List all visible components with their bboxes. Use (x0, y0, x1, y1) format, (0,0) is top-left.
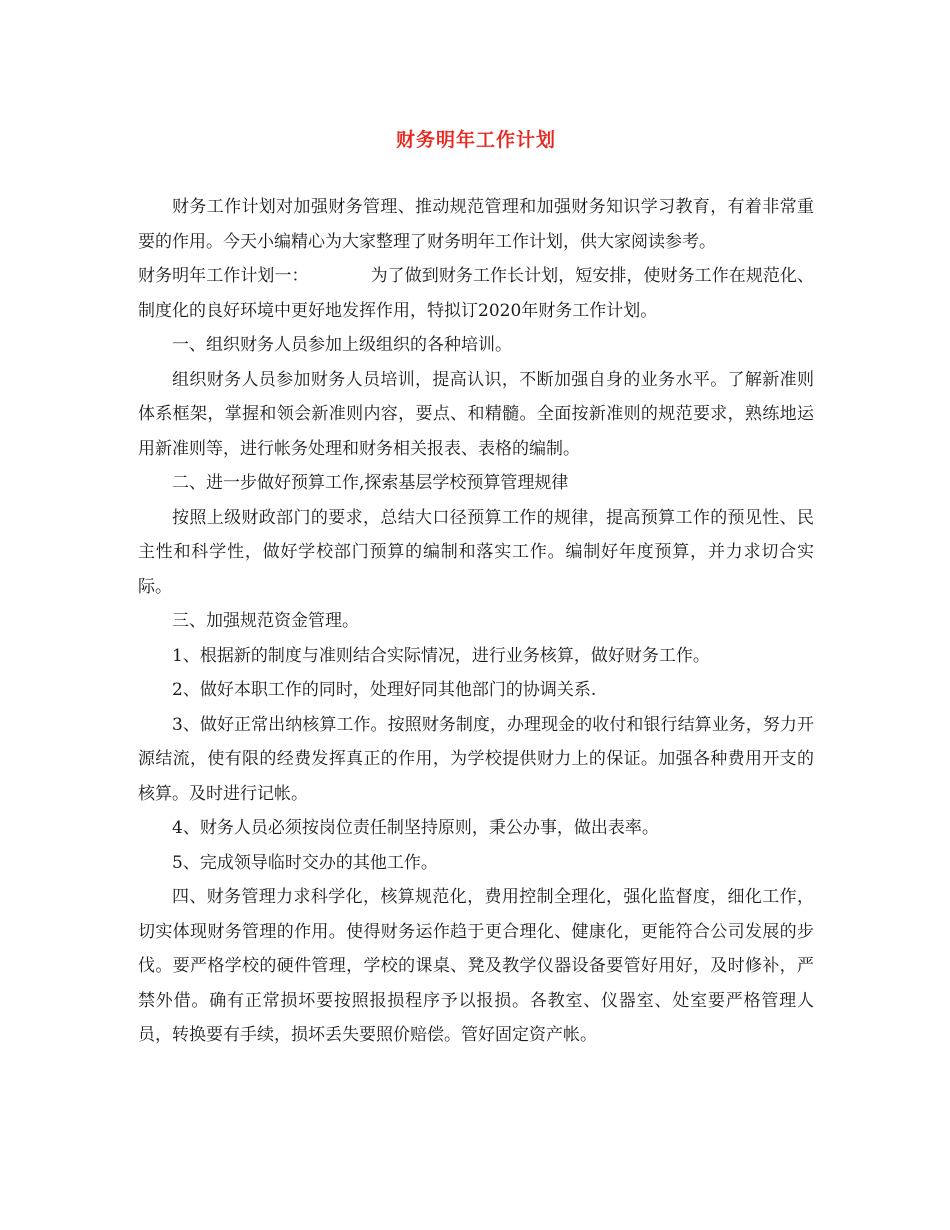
document-page (138, 0, 814, 1230)
section-1-paragraph: 组织财务人员参加财务人员培训，提高认识，不断加强自身的业务水平。了解新准则体系框架，掌握和领会新准则内容，要点、和精髓。全面按新准则的规范要求，熟练地运用新准则等，进行帐务处理和财务相关报表、表格的编制。 (138, 369, 814, 459)
section-3-item-3: 3、做好正常出纳核算工作。按照财务制度，办理现金的收付和银行结算业务，努力开源结流，使有限的经费发挥真正的作用，为学校提供财力上的保证。加强各种费用开支的核算。及时进行记帐。 (138, 714, 814, 804)
section-3-item-1: 1、根据新的制度与准则结合实际情况，进行业务核算，做好财务工作。 (172, 645, 710, 666)
section-4-paragraph: 四、财务管理力求科学化，核算规范化，费用控制全理化，强化监督度，细化工作，切实体现财务管理的作用。使得财务运作趋于更合理化、健康化，更能符合公司发展的步伐。要严格学校的硬件管理，学校的课桌、凳及教学仪器设备要管好用好，及时修补，严禁外借。确有正常损坏要按照报损程序予以报损。各教室、仪器室、处室要严格管理人员，转换要有手续，损坏丢失要照价赔偿。管好固定资产帐。 (138, 887, 814, 1045)
plan-one-paragraph (138, 259, 814, 328)
section-3-item-4: 4、财务人员必须按岗位责任制坚持原则，秉公办事，做出表率。 (172, 818, 659, 838)
plan-one-label: 财务明年工作计划一： (138, 266, 309, 286)
intro-paragraph: 财务工作计划对加强财务管理、推动规范管理和加强财务知识学习教育，有着非常重要的作用。今天小编精心为大家整理了财务明年工作计划，供大家阅读参考。 (138, 197, 814, 252)
section-3-item-5: 5、完成领导临时交办的其他工作。 (172, 852, 438, 873)
plan-one-text: 为了做到财务工作长计划，短安排，使财务工作在规范化、制度化的良好环境中更好地发挥作用，特拟订2020年财务工作计划。 (138, 266, 815, 321)
section-2-paragraph: 按照上级财政部门的要求，总结大口径预算工作的规律，提高预算工作的预见性、民主性和科学性，做好学校部门预算的编制和落实工作。编制好年度预算，并力求切合实际。 (138, 507, 814, 597)
document-title: 财务明年工作计划 (395, 129, 556, 151)
section-3-heading: 三、加强规范资金管理。 (172, 611, 359, 631)
document-body (138, 190, 814, 1053)
section-3-item-2: 2、做好本职工作的同时，处理好同其他部门的协调关系. (172, 680, 597, 700)
section-1-heading: 一、组织财务人员参加上级组织的各种培训。 (172, 335, 512, 355)
section-2-heading: 二、进一步做好预算工作,探索基层学校预算管理规律 (172, 473, 569, 493)
